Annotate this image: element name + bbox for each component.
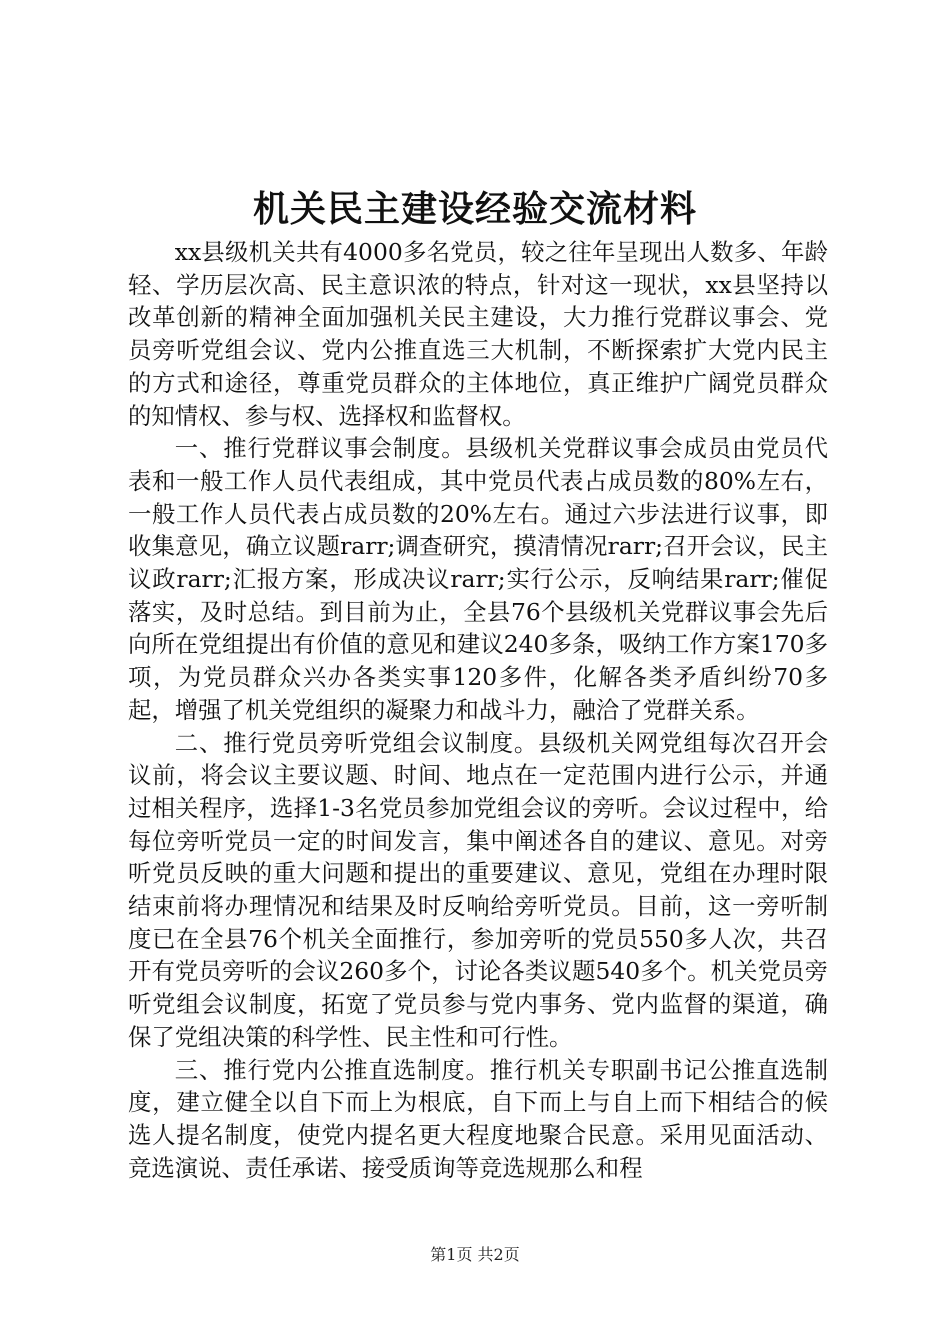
document-title: 机关民主建设经验交流材料 — [252, 188, 697, 230]
paragraph-section-3: 三、推行党内公推直选制度。推行机关专职副书记公推直选制度，建立健全以自下而上为根底，自下而上与自上而下相结合的候选人提名制度，使党内提名更大程度地聚合民意。采用见面活动、竞选演说、责任承诺、接受质询等竞选规那么和程 — [128, 1055, 828, 1182]
paragraph-intro: xx县级机关共有4000多名党员，较之往年呈现出人数多、年龄轻、学历层次高、民主意识浓的特点，针对这一现状，xx县坚持以改革创新的精神全面加强机关民主建设，大力推行党群议事会、党员旁听党组会议、党内公推直选三大机制，不断探索扩大党内民主的方式和途径，尊重党员群众的主体地位，真正维护广阔党员群众的知情权、参与权、选择权和监督权。 — [128, 238, 828, 430]
document-body — [128, 236, 828, 1184]
page-number-footer: 第1页 共2页 — [430, 1245, 520, 1264]
paragraph-section-2: 二、推行党员旁听党组会议制度。县级机关网党组每次召开会议前，将会议主要议题、时间、地点在一定范围内进行公示，并通过相关程序，选择1-3名党员参加党组会议的旁听。会议过程中，给每位旁听党员一定的时间发言，集中阐述各自的建议、意见。对旁听党员反映的重大问题和提出的重要建议、意见，党组在办理时限结束前将办理情况和结果及时反响给旁听党员。目前，这一旁听制度已在全县76个机关全面推行，参加旁听的党员550多人次，共召开有党员旁听的会议260多个，讨论各类议题540多个。机关党员旁听党组会议制度，拓宽了党员参与党内事务、党内监督的渠道，确保了党组决策的科学性、民主性和可行性。 — [128, 728, 828, 1051]
paragraph-section-1: 一、推行党群议事会制度。县级机关党群议事会成员由党员代表和一般工作人员代表组成，其中党员代表占成员数的80%左右，一般工作人员代表占成员数的20%左右。通过六步法进行议事，即收集意见，确立议题rarr;调查研究，摸清情况rarr;召开会议，民主议政rarr;汇报方案，形成决议rarr;实行公示，反响结果rarr;催促落实，及时总结。到目前为止，全县76个县级机关党群议事会先后向所在党组提出有价值的意见和建议240多条，吸纳工作方案170多项，为党员群众兴办各类实事120多件，化解各类矛盾纠纷70多起，增强了机关党组织的凝聚力和战斗力，融洽了党群关系。 — [128, 434, 828, 724]
